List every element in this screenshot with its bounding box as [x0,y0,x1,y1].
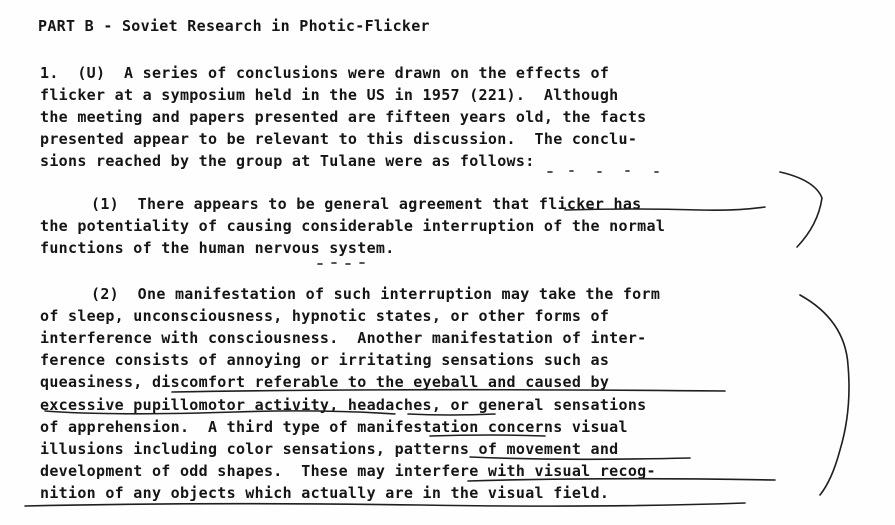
paragraph-line: (1) There appears to be general agreement that flicker has [91,195,642,213]
paragraph-line: excessive pupillomotor activity, headaches, or general sensations [40,396,647,414]
paragraph-line: of sleep, unconsciousness, hypnotic states, or other forms of [40,307,610,325]
paragraph-line: sions reached by the group at Tulane were as follows: [40,152,535,170]
paragraph-line: functions of the human nervous system. [40,239,395,257]
paragraph-line: the meeting and papers presented are fifteen years old, the facts [40,108,647,126]
paragraph-line: presented appear to be relevant to this discussion. The conclu- [40,130,638,148]
paragraph-line: of apprehension. A third type of manifestation concerns visual [40,418,628,436]
dotted-mark [548,171,658,172]
paragraph-line: interference with consciousness. Another manifestation of inter- [40,329,647,347]
paragraph-line: (2) One manifestation of such interruption may take the form [91,285,661,303]
bracket-mark [780,172,822,247]
paragraph-line: the potentiality of causing considerable interruption of the normal [40,217,666,235]
paragraph-line: 1. (U) A series of conclusions were drawn on the effects of [40,64,610,82]
dotted-mark [318,263,364,264]
paragraph-line: nition of any objects which actually are in the visual field. [40,484,610,502]
underline-mark [25,503,745,506]
section-heading: PART B - Soviet Research in Photic-Flicker [38,17,430,35]
paragraph-line: ference consists of annoying or irritating sensations such as [40,351,610,369]
paragraph-line: flicker at a symposium held in the US in 1957 (221). Although [40,86,619,104]
paragraph-line: illusions including color sensations, patterns of movement and [40,440,619,458]
bracket-mark [800,295,849,495]
underline-mark [408,414,495,415]
paragraph-line: queasiness, discomfort referable to the eyeball and caused by [40,373,610,391]
paragraph-line: development of odd shapes. These may interfere with visual recog- [40,462,656,480]
